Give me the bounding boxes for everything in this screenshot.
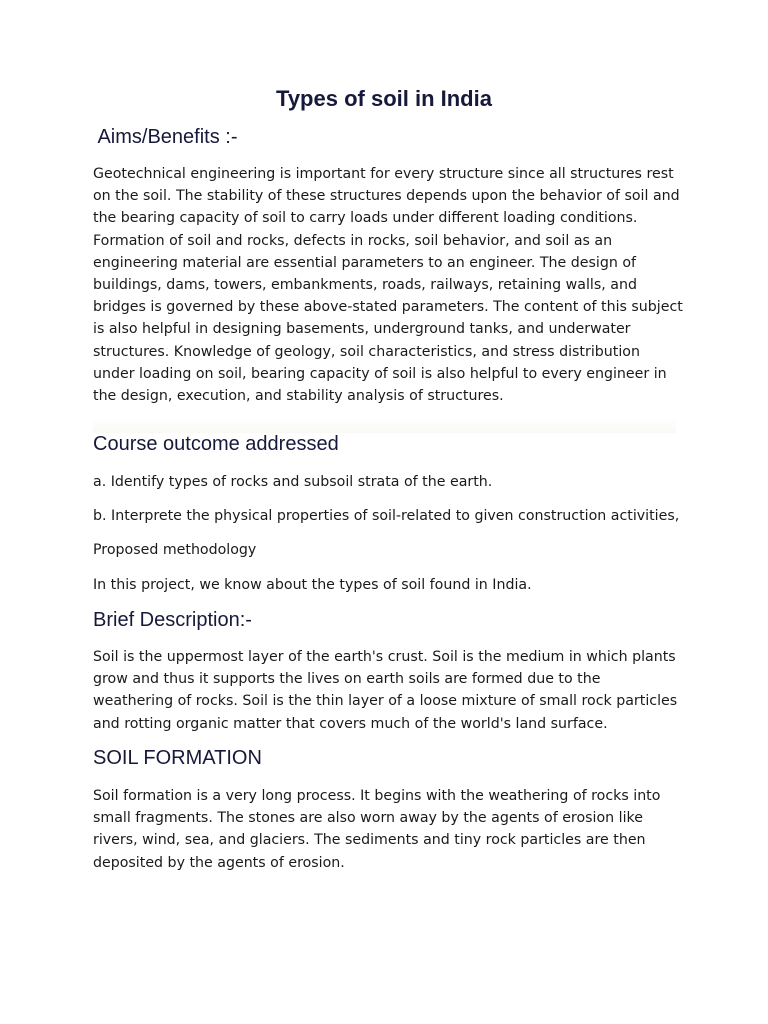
page-title: Types of soil in India [276,86,492,111]
brief-description-paragraph: Soil is the uppermost layer of the earth's crust. Soil is the medium in which plants grow and thus it supports the lives on earth soils are formed due to the weathering of rocks. Soil is the thin layer of a loose mixture of small rock particles and rotting organic matter that covers much of the world's land surface. [93,649,678,732]
section-divider [93,417,676,433]
course-outcome-heading: Course outcome addressed [93,433,339,455]
course-outcome-item-a: a. Identify types of rocks and subsoil strata of the earth. [93,474,493,490]
aims-paragraph: Geotechnical engineering is important for every structure since all structures rest on the soil. The stability of these structures depends upon the behavior of soil and the bearing capacity of soil to carry loads under different loading conditions. Formation of soil and rocks, defects in rocks, soil behavior, and soil as an engineering material are essential parameters to an engineer. The design of buildings, dams, towers, embankments, roads, railways, retaining walls, and bridges is governed by these above-stated parameters. The content of this subject is also helpful in designing basements, underground tanks, and underwater structures. Knowledge of geology, soil characteristics, and stress distribution under loading on soil, bearing capacity of soil is also helpful to every engineer in the design, execution, and stability analysis of structures. [93,166,683,405]
methodology-label: Proposed methodology [93,542,257,558]
aims-heading: Aims/Benefits :- [93,126,238,148]
methodology-text: In this project, we know about the types of soil found in India. [93,577,532,593]
course-outcome-item-b: b. Interprete the physical properties of soil-related to given construction activities, [93,508,680,524]
brief-description-heading: Brief Description:- [93,609,252,631]
soil-formation-heading: SOIL FORMATION [93,747,262,769]
soil-formation-paragraph: Soil formation is a very long process. It begins with the weathering of rocks into small fragments. The stones are also worn away by the agents of erosion like rivers, wind, sea, and glaciers. The sediments and tiny rock particles are then deposited by the agents of erosion. [93,788,661,871]
